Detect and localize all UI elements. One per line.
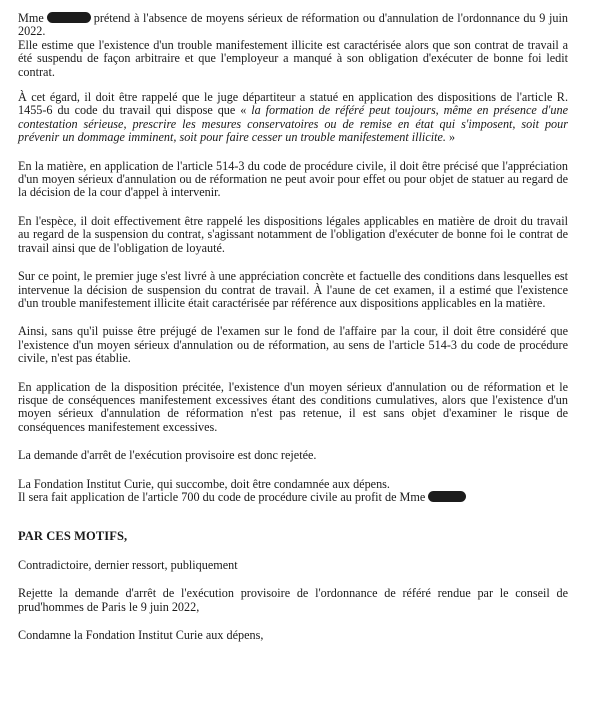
decision-line-contradictoire: Contradictoire, dernier ressort, publiquement <box>18 557 238 572</box>
article-700-line: Il sera fait application de l'article 700 du code de procédure civile au profit de Mme <box>18 489 426 504</box>
paragraph-espece: En l'espèce, il doit effectivement être rappelé les dispositions légales applicables en matière de droit du travail au regard de la suspension du contrat, s'agissant notamment de l'obligation d'exécuter de bonne foi le contrat de travail ainsi que de l'obligation de loyauté. <box>18 213 568 255</box>
paragraph-disposition: En application de la disposition précitée, l'existence d'un moyen sérieux d'annulation ou de réformation et le risque de conséquences manifestement excessives étant des conditions cumulatives, alors que l'existence d'un moyen sérieux d'annulation de réformation n'est pas retenue, il est sans objet d'examiner le risque de conséquences manifestement excessives. <box>18 379 568 434</box>
article-intro: À cet égard, il doit être rappelé que le juge départiteur a statué en application des dispositions de l'article R. 1455-6 du code du travail qui dispose que « <box>18 90 568 118</box>
claim-continuation: Elle estime que l'existence d'un trouble manifestement illicite est caractérisée alors que son contrat de travail a été suspendu de façon arbitraire et que l'employeur a manqué à son obligation d'exécuter de bonne foi ledit contrat. <box>18 37 568 79</box>
paragraph-article-514-3: En la matière, en application de l'article 514-3 du code de procédure civile, il doit être précisé que l'appréciation d'un moyen sérieux d'annulation ou de réformation ne peut avoir pour effet ou pour objet de statuer au regard de la décision de la cour d'appel à intervenir. <box>18 158 568 200</box>
paragraph-depens <box>18 478 568 505</box>
article-quote: la formation de référé peut toujours, même en présence d'une contestation sérieuse, prescrire les mesures conservatoires ou de remise en état qui s'imposent, soit pour prévenir un dommage imminent, soit pour faire cesser un trouble manifestement illicite. <box>18 103 568 145</box>
paragraph-ainsi: Ainsi, sans qu'il puisse être préjugé de l'examen sur le fond de l'affaire par la cour, il doit être considéré que l'existence d'un moyen sérieux d'annulation ou de réformation, au sens de l'article 514-3 du code de procédure civile, n'est pas établie. <box>18 324 568 366</box>
paragraph-claim <box>18 12 568 79</box>
redacted-name-end <box>428 491 466 502</box>
article-quote-close: » <box>445 130 456 145</box>
depens-line: La Fondation Institut Curie, qui succombe, doit être condamnée aux dépens. <box>18 476 390 491</box>
claim-prefix: Mme <box>18 11 44 25</box>
paragraph-premier-juge: Sur ce point, le premier juge s'est livré à une appréciation concrète et factuelle des conditions dans lesquelles est intervenue la décision de suspension du contrat de travail. À l'aune de cet examen, il a estimé que l'existence d'un trouble manifestement illicite était caractérisée par référence aux dispositions applicables en la matière. <box>18 269 568 310</box>
claim-text: prétend à l'absence de moyens sérieux de réformation ou d'annulation de l'ordonnance du 9 juin 2022. <box>18 11 568 39</box>
decision-line-rejette: Rejette la demande d'arrêt de l'exécution provisoire de l'ordonnance de référé rendue par le conseil de prud'hommes de Paris le 9 juin 2022, <box>18 586 568 614</box>
paragraph-article-r1455-6 <box>18 91 568 145</box>
decision-line-condamne: Condamne la Fondation Institut Curie aux dépens, <box>18 628 264 642</box>
redacted-name <box>47 12 91 23</box>
paragraph-rejet: La demande d'arrêt de l'exécution provisoire est donc rejetée. <box>18 448 317 463</box>
motifs-heading: PAR CES MOTIFS, <box>18 529 128 544</box>
